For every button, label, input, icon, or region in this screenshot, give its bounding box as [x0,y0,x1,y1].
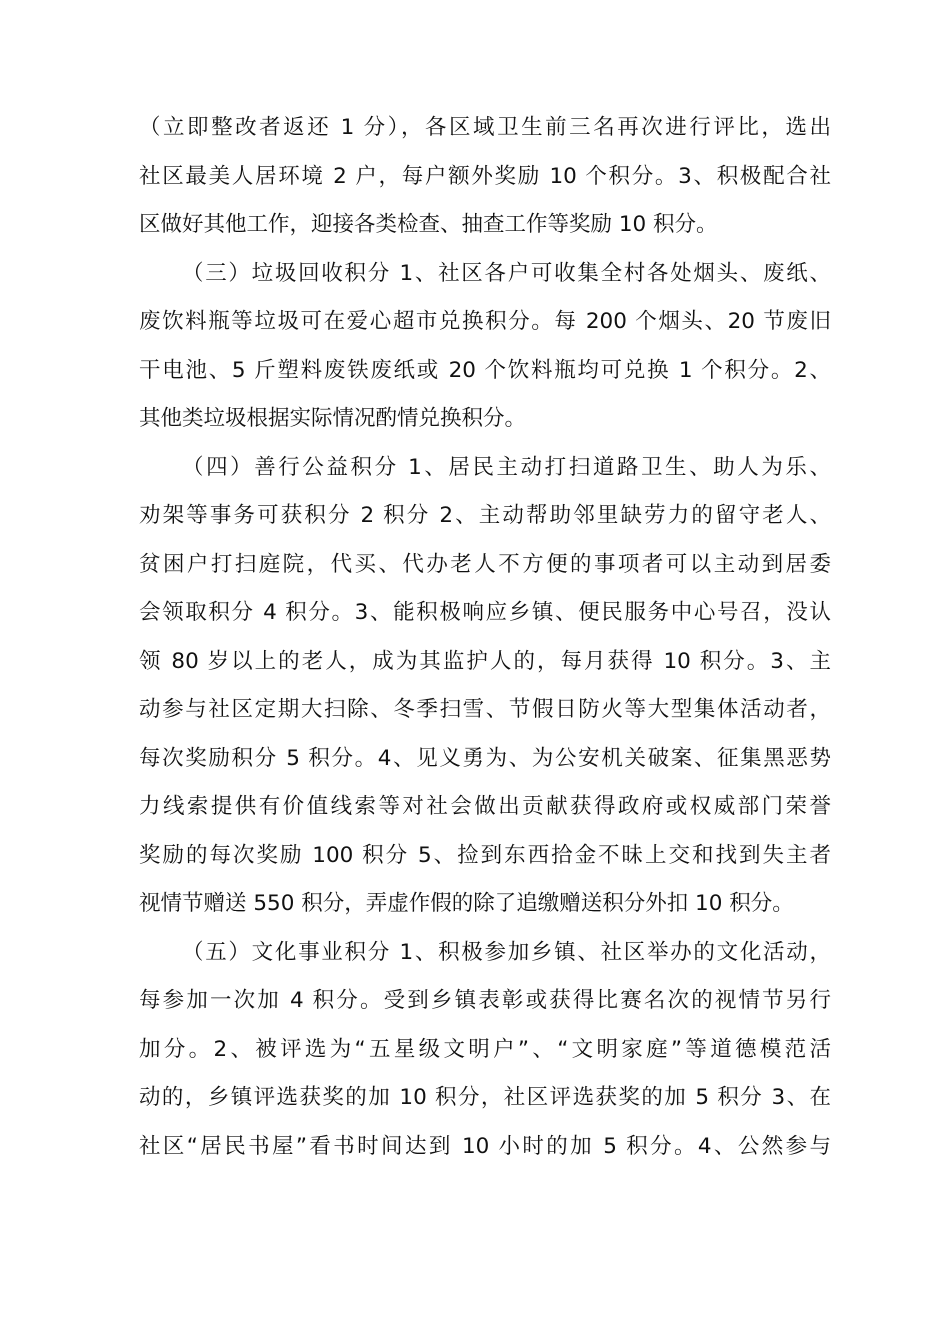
text-line: 视情节赠送 550 积分，弄虚作假的除了追缴赠送积分外扣 10 积分。 [139,891,794,916]
text-line: 干电池、5 斤塑料废铁废纸或 20 个饮料瓶均可兑换 1 个积分。2、 [139,357,831,383]
text-line: 废饮料瓶等垃圾可在爱心超市兑换积分。每 200 个烟头、20 节废旧 [139,309,831,334]
document-body [139,104,831,1171]
text-line: 劝架等事务可获积分 2 积分 2、主动帮助邻里缺劳力的留守老人、 [139,503,831,528]
text-line: （四）善行公益积分 1、居民主动打扫道路卫生、助人为乐、 [182,454,831,480]
text-line: 力线索提供有价值线索等对社会做出贡献获得政府或权威部门荣誉 [139,794,831,819]
text-line: （立即整改者返还 1 分），各区域卫生前三名再次进行评比，选出 [139,115,831,140]
text-line: 动参与社区定期大扫除、冬季扫雪、节假日防火等大型集体活动者， [139,697,831,722]
text-line: 领 80 岁以上的老人，成为其监护人的，每月获得 10 积分。3、主 [139,648,831,674]
text-line: 社区最美人居环境 2 户，每户额外奖励 10 个积分。3、积极配合社 [139,163,831,189]
text-line: 加分。2、被评选为“五星级文明户”、“文明家庭”等道德模范活 [139,1036,831,1062]
text-line: 其他类垃圾根据实际情况酌情兑换积分。 [139,406,527,431]
text-line: 贫困户打扫庭院，代买、代办老人不方便的事项者可以主动到居委 [139,551,831,577]
text-line: 每参加一次加 4 积分。受到乡镇表彰或获得比赛名次的视情节另行 [139,988,831,1013]
text-line: 每次奖励积分 5 积分。4、见义勇为、为公安机关破案、征集黑恶势 [139,745,831,771]
text-line: （五）文化事业积分 1、积极参加乡镇、社区举办的文化活动， [182,939,831,965]
text-line: 社区“居民书屋”看书时间达到 10 小时的加 5 积分。4、公然参与 [139,1133,831,1159]
text-line: 会领取积分 4 积分。3、能积极响应乡镇、便民服务中心号召，没认 [139,600,831,625]
text-line: 区做好其他工作，迎接各类检查、抽查工作等奖励 10 积分。 [139,212,718,237]
text-line: 动的，乡镇评选获奖的加 10 积分，社区评选获奖的加 5 积分 3、在 [139,1085,831,1110]
text-line: 奖励的每次奖励 100 积分 5、捡到东西拾金不昧上交和找到失主者 [139,842,831,868]
text-line: （三）垃圾回收积分 1、社区各户可收集全村各处烟头、废纸、 [182,260,831,286]
